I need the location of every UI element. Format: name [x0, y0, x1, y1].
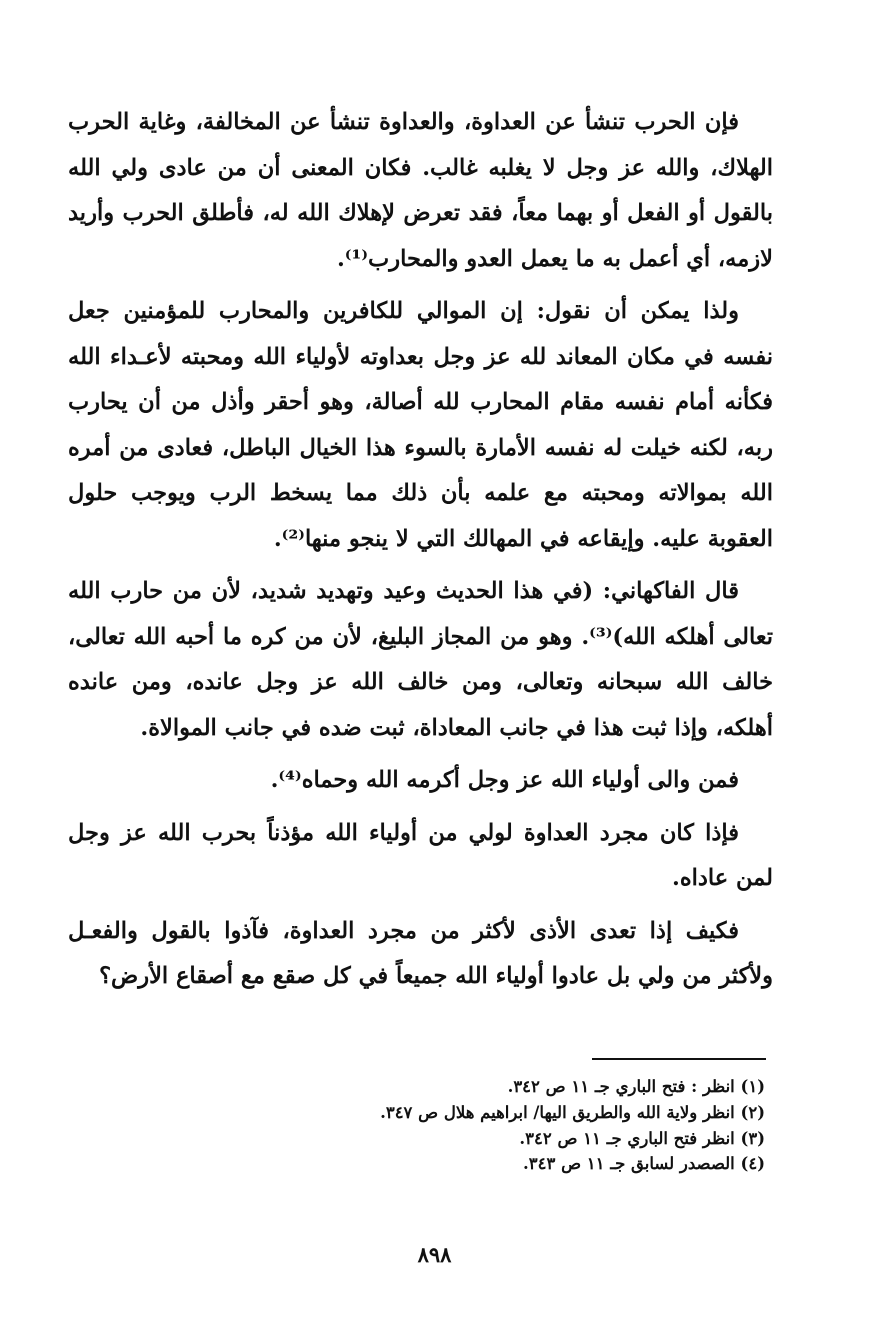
paragraph: فكيف إذا تعدى الأذى لأكثر من مجرد العداوة، فآذوا بالقول والفعـل ولأكثر من ولي بل عادوا أولياء الله جميعاً في كل صقع مع أصقاع الأرض؟	[68, 917, 773, 989]
paragraph: قال الفاكهاني: (في هذا الحديث وعيد وتهديد شديد، لأن من حارب الله تعالى أهلكه الله)⁽³⁾. وهو من المجاز البليغ، لأن من كره ما أحبه الله تعالى، خالف الله سبحانه وتعالى، ومن خالف الله عز وجل عانده، ومن عانده أهلكه، وإذا ثبت هذا في جانب المعاداة، ثبت ضده في جانب الموالاة.	[68, 578, 773, 741]
footnote: (٢) انظر ولاية الله والطريق اليها/ ابراهيم هلال ص ٣٤٧.	[380, 1102, 765, 1122]
paragraph: فإن الحرب تنشأ عن العداوة، والعداوة تنشأ عن المخالفة، وغاية الحرب الهلاك، والله عز وجل لا يغلبه غالب. فكان المعنى أن من عادى ولي الله بالقول أو الفعل أو بهما معاً، فقد تعرض لإهلاك الله له، فأطلق الحرب وأريد لازمه، أي أعمل به ما يعمل العدو والمحارب⁽¹⁾.	[68, 109, 773, 272]
paragraph: ولذا يمكن أن نقول: إن الموالي للكافرين والمحارب للمؤمنين جعل نفسه في مكان المعاند لله عز وجل بعداوته لأولياء الله ومحبته لأعـداء الله فكأنه أمام نفسه مقام المحارب لله أصالة، وهو أحقر وأذل من أن يحارب ربه، لكنه خيلت له نفسه الأمارة بالسوء هذا الخيال الباطل، فعادى من أمره الله بموالاته ومحبته مع علمه بأن ذلك مما يسخط الرب ويوجب حلول العقوبة عليه. وإيقاعه في المهالك التي لا ينجو منها⁽²⁾.	[68, 298, 773, 552]
footnote: (٤) الصصدر لسابق جـ ١١ ص ٣٤٣.	[522, 1154, 765, 1174]
footnotes	[68, 1074, 765, 1177]
footnote: (١) انظر : فتح الباري جـ ١١ ص ٣٤٢.	[507, 1077, 765, 1096]
main-text	[68, 100, 773, 1007]
footnote-separator	[592, 1058, 766, 1060]
page-number: ٨٩٨	[417, 1242, 452, 1267]
footnote: (٣) انظر فتح الباري جـ ١١ ص ٣٤٢.	[519, 1128, 765, 1148]
paragraph: فإذا كان مجرد العداوة لولي من أولياء الله مؤذناً بحرب الله عز وجل لمن عاداه.	[68, 819, 773, 891]
paragraph: فمن والى أولياء الله عز وجل أكرمه الله وحماه⁽⁴⁾.	[270, 767, 739, 793]
